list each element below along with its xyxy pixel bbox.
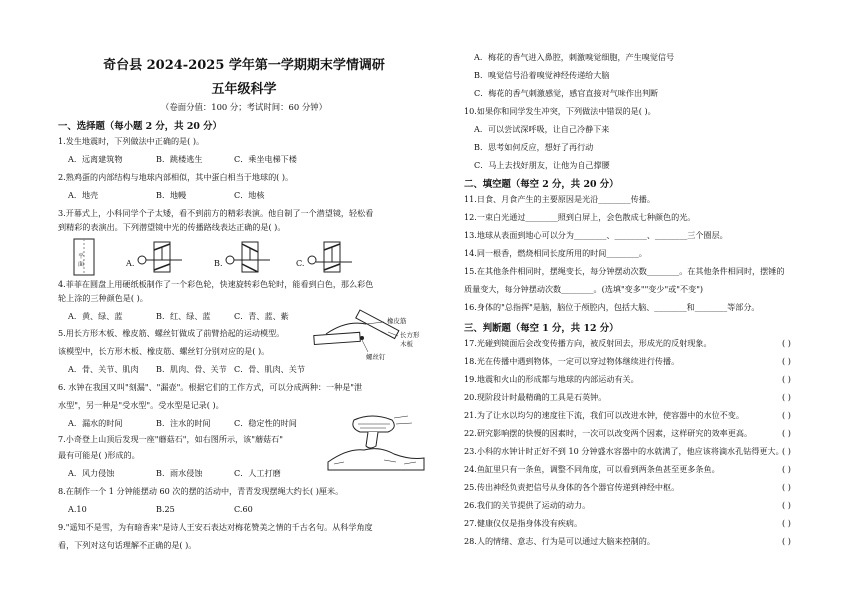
q2-option-c: C．地核	[234, 190, 265, 200]
section-choice-heading: 一、选择题（每小题 2 分，共 20 分）	[58, 121, 222, 132]
exam-title: 奇台县 2024-2025 学年第一学期期末学情调研	[103, 58, 385, 73]
judge-answer-paren[interactable]: ( )	[782, 374, 791, 384]
arm-label-rubber: 橡皮筋	[387, 317, 407, 325]
judge-answer-paren[interactable]: ( )	[782, 428, 791, 438]
q5-stem-line2: 该模型中，长方形木板、橡皮筋、螺丝钉分别对应的是( )。	[58, 346, 270, 356]
q15-text-line2: 质量变大，每分钟摆动次数________。(选填"变多""变少"或"不变")	[464, 284, 704, 294]
q1-stem: 1.发生地震时，下列做法中正确的是( )。	[58, 136, 205, 146]
q1-option-a: A．远离建筑物	[68, 154, 123, 164]
q3-option-a: A.	[126, 258, 135, 268]
q1-option-c: C．乘坐电梯下楼	[234, 154, 297, 164]
q6-option-a: A．漏水的时间	[68, 418, 123, 428]
q13-text: 13.地球从表面到地心可以分为________、________、________三个圈层。	[464, 230, 728, 240]
judge-answer-paren[interactable]: ( )	[782, 500, 791, 510]
q3-option-b: B.	[214, 258, 223, 268]
q8-option-b: B.25	[156, 504, 175, 514]
q7-option-c: C．人工打磨	[234, 468, 281, 478]
judge-answer-paren[interactable]: ( )	[782, 392, 791, 402]
arm-label-board-2: 木板	[400, 340, 413, 348]
q8-option-c: C.60	[234, 504, 253, 514]
judge-answer-paren[interactable]: ( )	[782, 518, 791, 528]
q10-option-b: B．思考如何反应，想好了再行动	[474, 142, 594, 152]
judge-question: 21.为了让水以均匀的速度往下流，我们可以改进水钟，使容器中的水位不变。	[464, 410, 744, 420]
q6-stem-line2: 水型"，另一种是"受水型"。受水型是记录( )。	[58, 400, 224, 410]
judge-answer-paren[interactable]: ( )	[782, 464, 791, 474]
judge-question: 20.现阶段计时最精确的工具是石英钟。	[464, 392, 607, 402]
q9-option-a: A．梅花的香气进入鼻腔，刺激嗅觉细胞，产生嗅觉信号	[474, 52, 675, 62]
q2-option-a: A．地壳	[68, 190, 99, 200]
q4-stem-line1: 4.菲菲在圆盘上用硬纸板制作了一个彩色轮，快速旋转彩色轮时，能看到白色，那么彩色	[58, 279, 374, 289]
judge-answer-paren[interactable]: ( )	[782, 410, 791, 420]
judge-question: 24.鱼缸里只有一条鱼，调整不同角度，可以看到两条鱼甚至更多条鱼。	[464, 464, 720, 474]
judge-answer-paren[interactable]: ( )	[782, 536, 791, 546]
exam-note: （卷面分值：100 分；考试时间：60 分钟）	[161, 102, 327, 112]
q9-stem-line1: 9."遥知不是雪，为有暗香来"是诗人王安石表达对梅花赞美之情的千古名句。从科学角度	[58, 522, 373, 532]
q7-option-b: B．雨水侵蚀	[156, 468, 203, 478]
judge-answer-paren[interactable]: ( )	[782, 356, 791, 366]
q10-option-a: A．可以尝试深呼吸，让自己冷静下来	[474, 124, 610, 134]
q5-stem-line1: 5.用长方形木板、橡皮筋、螺丝钉做成了前臂拾起的运动模型。	[58, 328, 285, 338]
svg-text:平: 平	[78, 253, 85, 260]
q2-option-b: B．地幔	[156, 190, 187, 200]
judge-answer-paren[interactable]: ( )	[782, 482, 791, 492]
judge-question: 26.我们的关节提供了运动的动力。	[464, 500, 591, 510]
judge-question: 17.光碰到镜面后会改变传播方向，被反射回去，形成光的反射现象。	[464, 338, 712, 348]
q4-stem-line2: 轮上涂的三种颜色是( )。	[58, 293, 148, 303]
q10-option-c: C．马上去找好朋友，让他为自己撑腰	[474, 160, 610, 170]
q9-option-b: B．嗅觉信号沿着嗅觉神经传递给大脑	[474, 70, 610, 80]
q2-stem: 2.熟鸡蛋的内部结构与地球内部相似，其中蛋白相当于地球的( )。	[58, 172, 294, 182]
periscope-diagram	[70, 236, 118, 278]
section-fill-heading: 二、填空题（每空 2 分，共 20 分）	[464, 179, 619, 190]
judge-answer-paren[interactable]: ( )	[782, 338, 791, 348]
q10-stem: 10.如果你和同学发生冲突，下列做法中错误的是( )。	[464, 106, 656, 116]
q7-option-a: A．风力侵蚀	[68, 468, 115, 478]
judge-question: 28.人的情绪、意志、行为是可以通过大脑来控制的。	[464, 536, 655, 546]
q5-option-a: A．骨、关节、肌肉	[68, 364, 139, 374]
q3-stem-line1: 3.开幕式上，小科同学个子太矮，看不到前方的精彩表演。他自制了一个潜望镜，轻松看	[58, 208, 374, 218]
q7-stem-line1: 7.小奇登上山顶后发现一座"蘑菇石"，如右图所示，该"蘑菇石"	[58, 434, 283, 444]
section-judge-heading: 三、判断题（每空 1 分，共 12 分）	[464, 323, 619, 334]
judge-question: 23.小科的水钟计时正好不到 10 分钟盛水容器中的水就满了，他应该将滴水孔钻得更大。	[464, 446, 784, 456]
q9-option-c: C．梅花的香气刺激感觉，感官直接对气味作出判断	[474, 88, 659, 98]
q6-option-b: B．注水的时间	[156, 418, 211, 428]
arm-label-board-1: 长方形	[400, 331, 420, 339]
q4-option-c: C．青、蓝、紫	[234, 311, 289, 321]
judge-question: 22.研究影响摆的快慢的因素时，一次可以改变两个因素，这样研究的效率更高。	[464, 428, 753, 438]
q6-option-c: C．稳定性的时间	[234, 418, 297, 428]
q8-option-a: A.10	[68, 504, 87, 514]
exam-subtitle: 五年级科学	[211, 82, 277, 97]
q4-option-b: B．红、绿、蓝	[156, 311, 211, 321]
q12-text: 12.一束白光通过________照到白屏上，会色散成七种颜色的光。	[464, 212, 696, 222]
judge-answer-paren[interactable]: ( )	[782, 446, 791, 456]
q3-option-c: C.	[296, 258, 305, 268]
judge-question: 18.光在传播中遇到物体，一定可以穿过物体继续进行传播。	[464, 356, 680, 366]
q3-option-c-diagram	[306, 236, 358, 278]
q5-option-c: C．骨、肌肉、关节	[234, 364, 305, 374]
q15-text-line1: 15.在其他条件相同时，摆绳变长，每分钟摆动次数________。在其他条件相同时，摆锤的	[464, 266, 785, 276]
q7-stem-line2: 最有可能是( )形成的。	[58, 450, 140, 460]
q4-option-a: A．黄、绿、蓝	[68, 311, 123, 321]
q3-option-a-diagram	[136, 236, 188, 278]
q8-stem: 8.在制作一个 1 分钟能摆动 60 次的摆的活动中，青青发现摆绳大约长( )厘米。	[58, 486, 344, 496]
judge-question: 25.传出神经负责把信号从身体的各个器官传递到神经中枢。	[464, 482, 680, 492]
q5-option-b: B．肌肉、骨、关节	[156, 364, 227, 374]
q6-stem-line1: 6. 水钟在我国又叫"刻漏"、"漏壶"。根据它们的工作方式，可以分成两种：一种是"泄	[58, 382, 363, 392]
mushroom-rock-image	[324, 410, 428, 472]
judge-question: 27.健康仪仅是指身体没有疾病。	[464, 518, 583, 528]
q14-text: 14.同一根香，燃烧相同长度所用的时间________。	[464, 248, 647, 258]
q3-option-b-diagram	[224, 236, 276, 278]
q3-stem-line2: 到精彩的表演出。下列潜望镜中光的传播路线表达正确的是( )。	[58, 222, 286, 232]
arm-label-screw: 螺丝钉	[366, 353, 386, 361]
judge-question: 19.地震和火山的形成都与地球的内部运动有关。	[464, 374, 639, 384]
q16-text: 16.身体的"总指挥"是脑，脑位于颅腔内，包括大脑、________和________等部分。	[464, 302, 760, 312]
q1-option-b: B．跳楼逃生	[156, 154, 203, 164]
svg-text:面: 面	[78, 261, 85, 268]
q9-stem-line2: 看，下列对这句话理解不正确的是( )。	[58, 540, 197, 550]
q11-text: 11.日食、月食产生的主要原因是光沿________传播。	[464, 194, 655, 204]
